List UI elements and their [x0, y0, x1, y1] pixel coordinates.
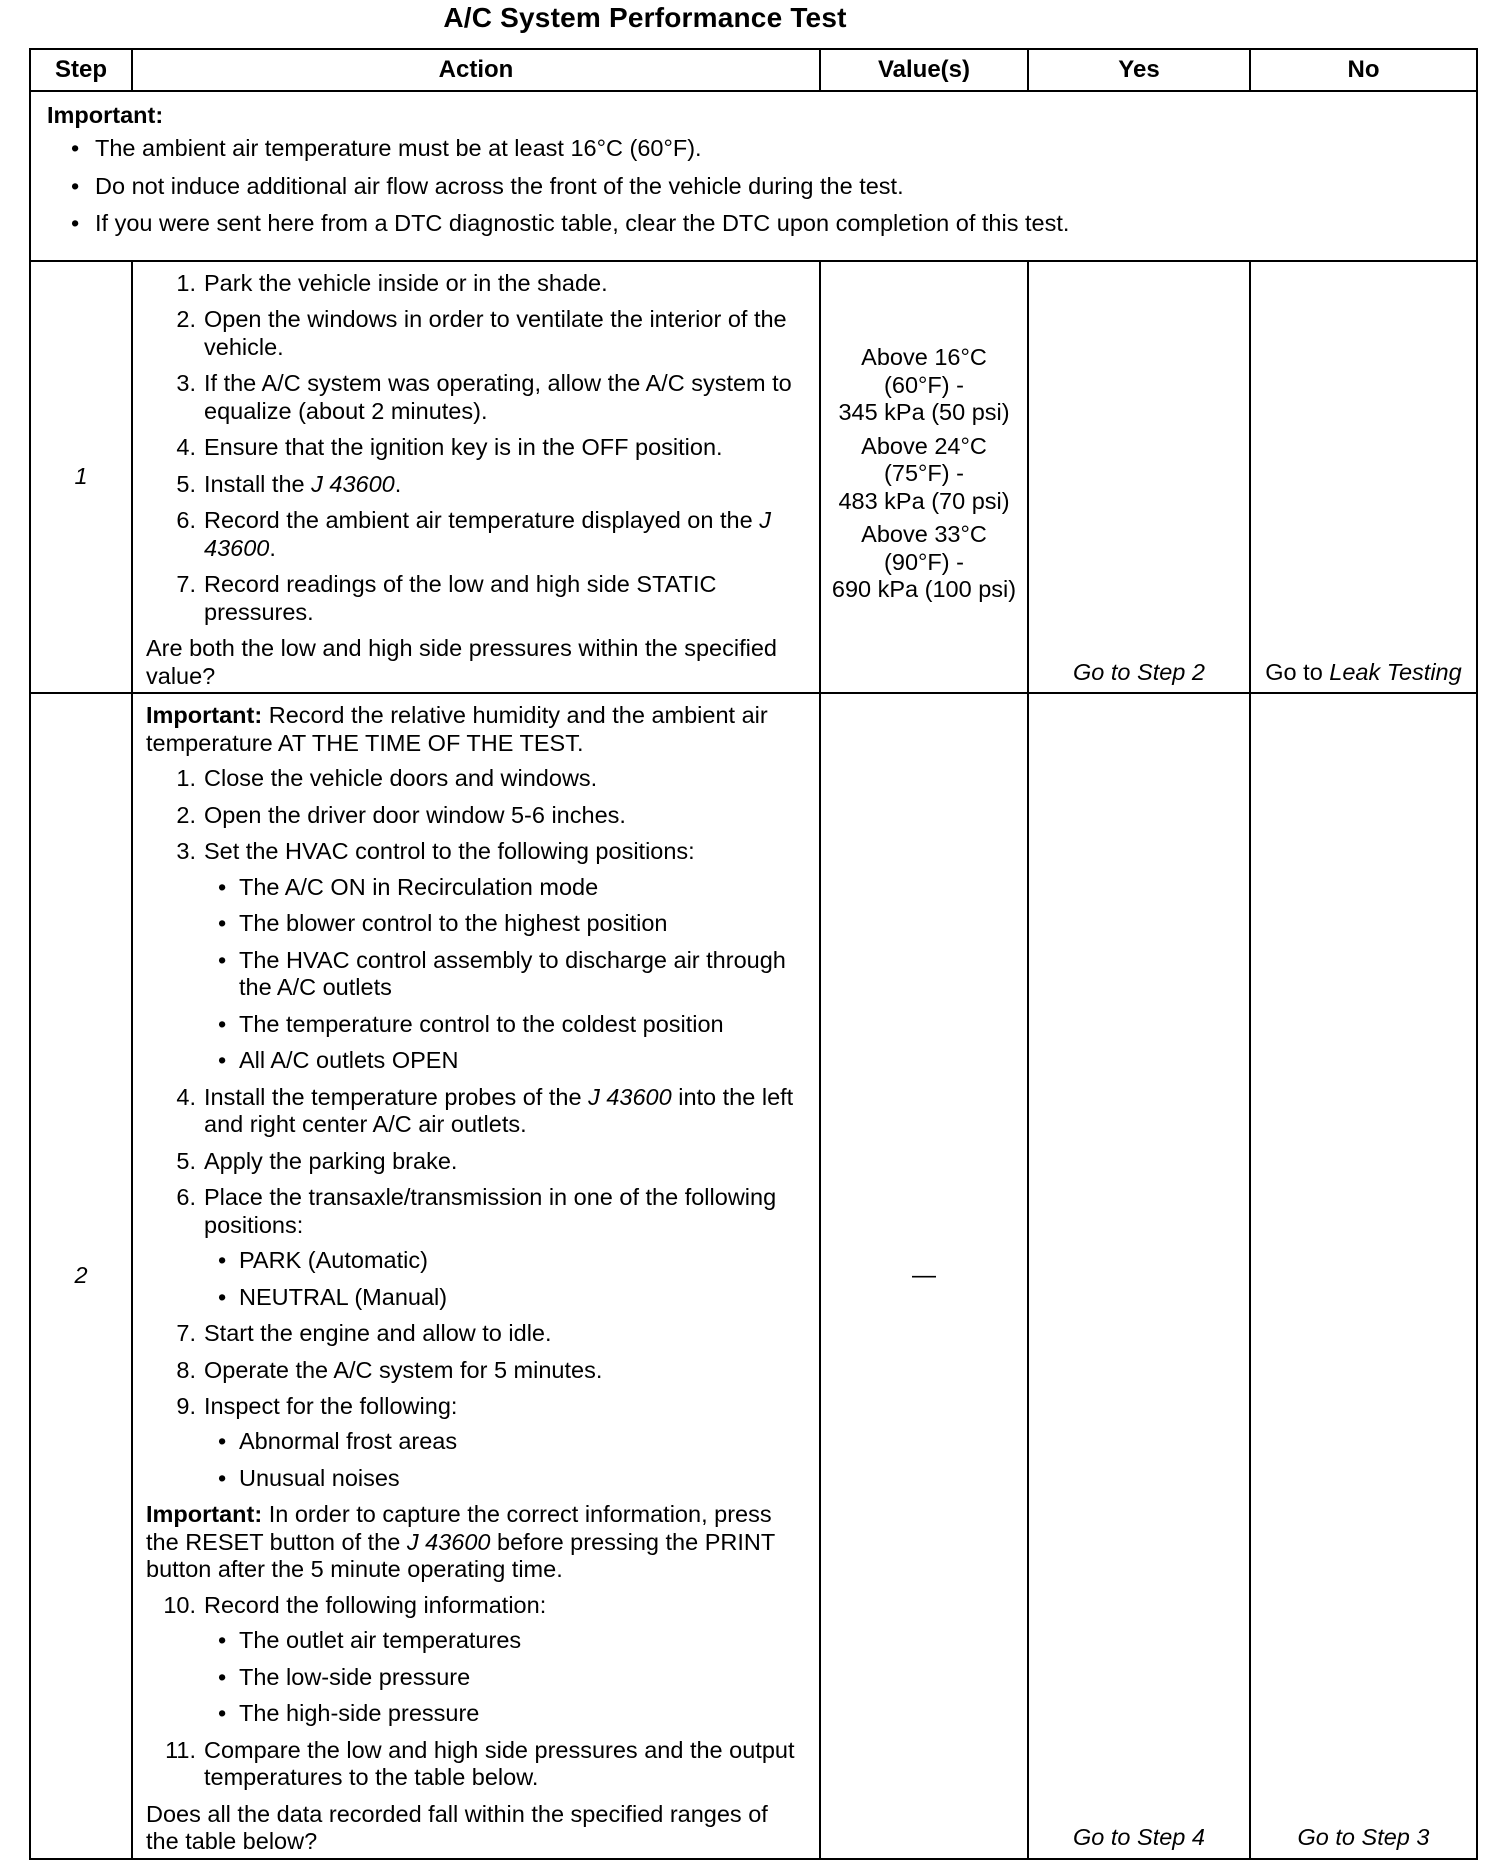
step-question: Are both the low and high side pressures within the specified value?	[146, 635, 777, 689]
header-no: No	[1250, 49, 1477, 91]
important-label: Important:	[47, 102, 164, 128]
important-item: • If you were sent here from a DTC diagnostic table, clear the DTC upon completion of this test.	[47, 210, 1476, 237]
tool-name: J 43600	[406, 1528, 491, 1555]
step-1-no	[1250, 261, 1477, 693]
list-item: 2. Open the windows in order to ventilate the interior of the vehicle.	[176, 306, 787, 360]
tool-name: J 43600	[204, 507, 771, 561]
sub-item: • Abnormal frost areas	[204, 1428, 805, 1455]
header-action: Action	[132, 49, 820, 91]
list-item: 6. Place the transaxle/transmission in one of the following positions: • PARK (Automatic) • NEUTRAL (Manual)	[146, 1184, 805, 1311]
step-2-row	[30, 693, 1477, 1858]
step-number: 1	[30, 261, 132, 693]
goto-step-2-link[interactable]: Go to Step 2	[1073, 658, 1205, 685]
list-item: 11. Compare the low and high side pressures and the output temperatures to the table below.	[165, 1736, 795, 1791]
list-item: 4. Install the temperature probes of the J 43600 into the left and right center A/C air outlets.	[176, 1083, 794, 1138]
list-item: 6. Record the ambient air temperature displayed on the J 43600.	[176, 507, 771, 561]
sub-item: • The temperature control to the coldest position	[204, 1011, 805, 1038]
sub-item: • Unusual noises	[204, 1465, 805, 1492]
important-row	[30, 91, 1477, 261]
no-value-dash: —	[912, 1261, 936, 1289]
sub-item: • The A/C ON in Recirculation mode	[204, 874, 805, 901]
step-number: 2	[30, 693, 132, 1858]
step-2-action	[132, 693, 820, 1858]
list-item: 3. If the A/C system was operating, allow the A/C system to equalize (about 2 minutes).	[176, 370, 792, 424]
sub-item: • All A/C outlets OPEN	[204, 1047, 805, 1074]
step-1-row	[30, 261, 1477, 693]
list-item: 8. Operate the A/C system for 5 minutes.	[176, 1356, 603, 1383]
step-1-yes	[1028, 261, 1250, 693]
important-item: • The ambient air temperature must be at least 16°C (60°F).	[47, 135, 1476, 162]
list-item: 10. Record the following information: • The outlet air temperatures • The low-side pressure • The high-side pressure	[146, 1592, 805, 1728]
important-note: Important: In order to capture the correct information, press the RESET button of the J 43600 before pressing the PRINT button after the 5 minute operating time.	[146, 1501, 775, 1583]
list-item: 3. Set the HVAC control to the following positions: • The A/C ON in Recirculation mode • The blower control to the highest position • The HVAC control assembly to discharge air through the A/C outlets • The temperature control to the coldest position • All A/C outlets OPEN	[146, 838, 805, 1074]
sub-item: • The outlet air temperatures	[204, 1627, 805, 1654]
goto-step-4-link[interactable]: Go to Step 4	[1073, 1824, 1205, 1851]
value-spec: Above 24°C (75°F) - 483 kPa (70 psi)	[838, 432, 1010, 514]
header-row	[30, 49, 1477, 91]
header-yes: Yes	[1028, 49, 1250, 91]
tool-name: J 43600	[311, 470, 395, 497]
step-2-no	[1250, 693, 1477, 1858]
performance-test-table	[29, 48, 1478, 1860]
list-item: 1. Close the vehicle doors and windows.	[176, 765, 598, 792]
sub-item: • The blower control to the highest position	[204, 910, 805, 937]
important-item: • Do not induce additional air flow across the front of the vehicle during the test.	[47, 173, 1476, 200]
sub-item: • The high-side pressure	[204, 1700, 805, 1727]
list-item: 7. Record readings of the low and high side STATIC pressures.	[176, 571, 717, 625]
step-1-action	[132, 261, 820, 693]
tool-name: J 43600	[588, 1083, 672, 1110]
important-notes	[30, 91, 1477, 261]
value-spec: Above 16°C (60°F) - 345 kPa (50 psi)	[838, 344, 1010, 426]
list-item: 4. Ensure that the ignition key is in the OFF position.	[176, 434, 723, 461]
list-item: 5. Apply the parking brake.	[176, 1147, 458, 1174]
header-values: Value(s)	[820, 49, 1028, 91]
list-item: 5. Install the J 43600.	[176, 470, 402, 497]
sub-item: • The low-side pressure	[204, 1664, 805, 1691]
sub-item: • PARK (Automatic)	[204, 1247, 805, 1274]
no-prefix: Go to	[1265, 658, 1323, 685]
step-question: Does all the data recorded fall within the specified ranges of the table below?	[146, 1800, 768, 1855]
page-title: A/C System Performance Test	[443, 2, 847, 33]
goto-step-3-link[interactable]: Go to Step 3	[1297, 1824, 1430, 1851]
sub-item: • NEUTRAL (Manual)	[204, 1284, 805, 1311]
list-item: 9. Inspect for the following: • Abnormal frost areas • Unusual noises	[146, 1393, 805, 1492]
list-item: 2. Open the driver door window 5-6 inches.	[176, 801, 626, 828]
list-item: 7. Start the engine and allow to idle.	[176, 1320, 552, 1347]
list-item: 1. Park the vehicle inside or in the shade.	[176, 270, 608, 296]
important-note: Important: Record the relative humidity and the ambient air temperature AT THE TIME OF THE TEST.	[146, 702, 768, 756]
sub-item: • The HVAC control assembly to discharge air through the A/C outlets	[204, 947, 805, 1002]
leak-testing-link[interactable]: Leak Testing	[1329, 658, 1462, 685]
header-step: Step	[30, 49, 132, 91]
step-2-yes	[1028, 693, 1250, 1858]
step-1-values	[820, 261, 1028, 693]
step-2-values	[820, 693, 1028, 1858]
value-spec: Above 33°C (90°F) - 690 kPa (100 psi)	[831, 521, 1017, 603]
